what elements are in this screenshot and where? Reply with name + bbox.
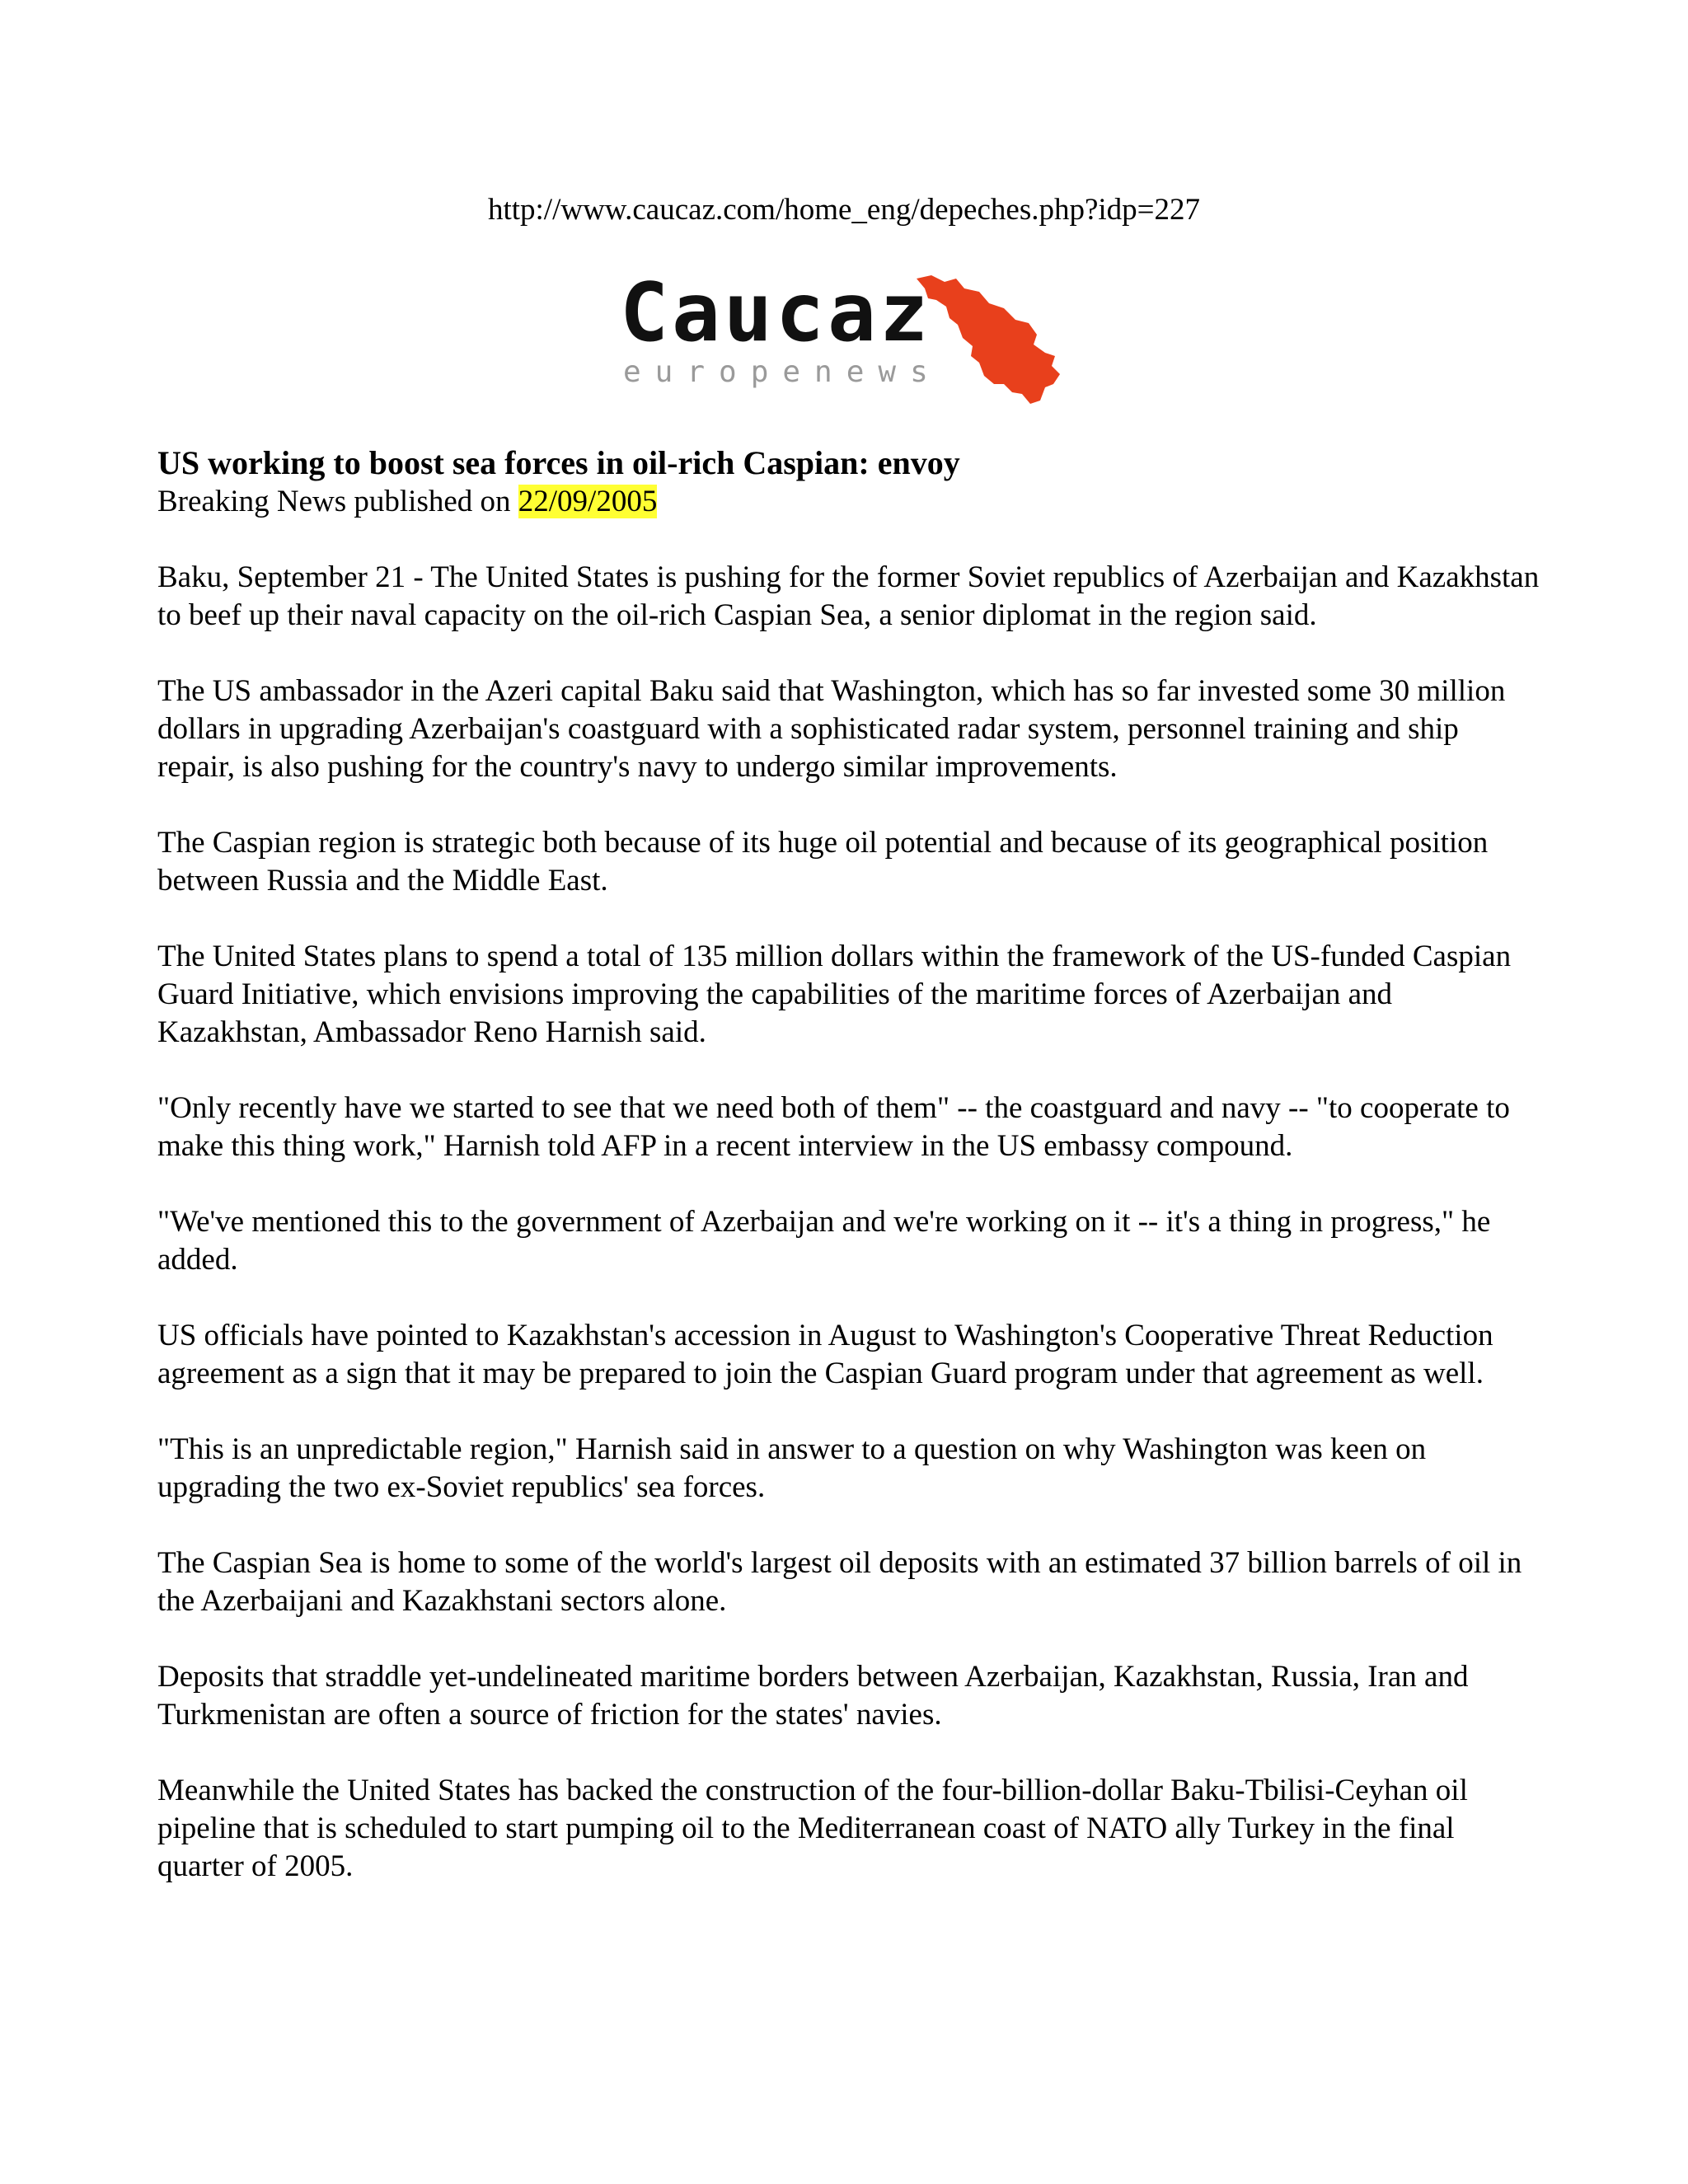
source-url: http://www.caucaz.com/home_eng/depeches.php?idp=227 bbox=[487, 193, 1201, 227]
article-paragraph: Baku, September 21 - The United States is pushing for the former Soviet republics of Azerbaijan and Kazakhstan to beef up their naval capacity on the oil-rich Caspian Sea, a senior diplomat in the region said. bbox=[157, 560, 1540, 632]
article-paragraph: Meanwhile the United States has backed the construction of the four-billion-dollar Baku-Tbilisi-Ceyhan oil pipeline that is scheduled to start pumping oil to the Mediterranean coast of NATO ally Turkey in the final quarter of 2005. bbox=[157, 1774, 1468, 1883]
article bbox=[157, 443, 1542, 1886]
article-paragraph: "Only recently have we started to see that we need both of them" -- the coastguard and navy -- "to cooperate to make this thing work," Harnish told AFP in a recent interview in the US embassy compound. bbox=[157, 1091, 1510, 1163]
article-paragraph: The Caspian region is strategic both because of its huge oil potential and because of its geographical position between Russia and the Middle East. bbox=[157, 826, 1489, 898]
article-paragraph: The Caspian Sea is home to some of the world's largest oil deposits with an estimated 37 billion barrels of oil in the Azerbaijani and Kazakhstani sectors alone. bbox=[157, 1546, 1522, 1618]
published-date: 22/09/2005 bbox=[518, 485, 658, 518]
caucasus-map-shape bbox=[917, 275, 1060, 404]
article-paragraph: The US ambassador in the Azeri capital Baku said that Washington, which has so far invested some 30 million dollars in upgrading Azerbaijan's coastguard with a sophisticated radar system, personnel training and ship repair, is also pushing for the country's navy to undergo similar improvements. bbox=[157, 674, 1506, 784]
caucaz-logo bbox=[617, 265, 1078, 414]
logo-subtitle: europenews bbox=[623, 355, 942, 389]
published-line bbox=[157, 483, 1542, 521]
article-paragraph: "This is an unpredictable region," Harnish said in answer to a question on why Washington was keen on upgrading the two ex-Soviet republics' sea forces. bbox=[157, 1432, 1427, 1504]
caucasus-map-icon bbox=[913, 270, 1078, 406]
article-paragraph: Deposits that straddle yet-undelineated maritime borders between Azerbaijan, Kazakhstan, Russia, Iran and Turkmenistan are often a source of friction for the states' navies. bbox=[157, 1660, 1469, 1732]
article-paragraph: US officials have pointed to Kazakhstan's accession in August to Washington's Cooperative Threat Reduction agreement as a sign that it may be prepared to join the Caspian Guard program under that agreement as well. bbox=[157, 1319, 1493, 1390]
article-paragraph: "We've mentioned this to the government of Azerbaijan and we're working on it -- it's a thing in progress," he added. bbox=[157, 1205, 1491, 1277]
article-title: US working to boost sea forces in oil-rich Caspian: envoy bbox=[157, 444, 960, 481]
article-paragraph: The United States plans to spend a total of 135 million dollars within the framework of the US-funded Caspian Guard Initiative, which envisions improving the capabilities of the maritime forces of Azerbaijan and Kazakhstan, Ambassador Reno Harnish said. bbox=[157, 940, 1512, 1049]
published-prefix: Breaking News published on bbox=[157, 485, 518, 518]
logo-wordmark: Caucaz bbox=[620, 266, 932, 360]
